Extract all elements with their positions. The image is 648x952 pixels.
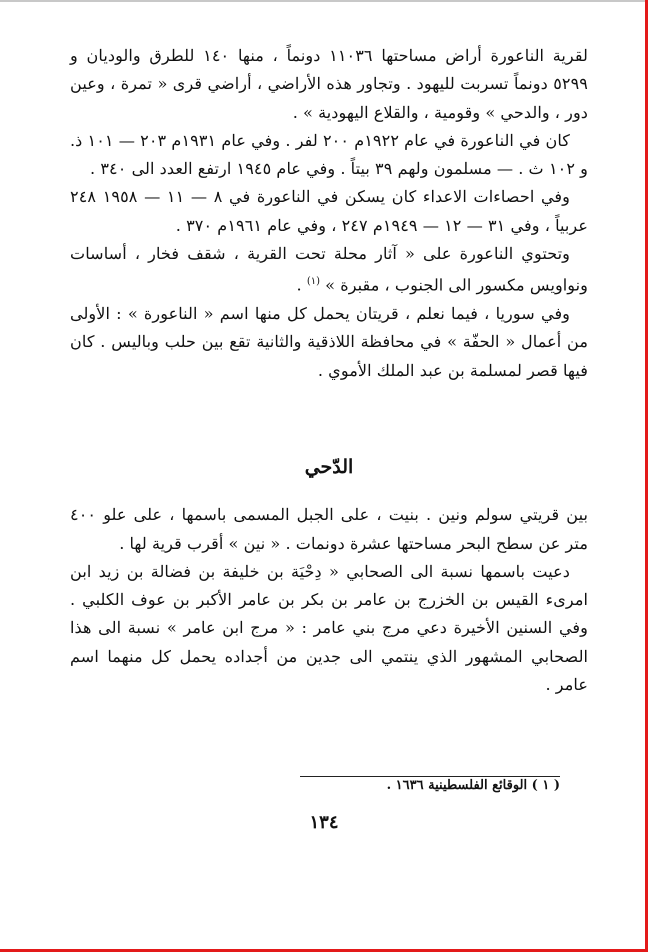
paragraph-enemy-statistics: وفي احصاءات الاعداء كان يسكن في الناعورة في ٨ — ١١ — ١٩٥٨ ٢٤٨ عربياً ، وفي ٣١ — ١٢ — ١٩٤٩م ٢٤٧ ، وفي عام ١٩٦١م ٣٧٠ . [70,187,588,235]
footnote-divider [300,776,560,777]
antiquities-text: وتحتوي الناعورة على « آثار محلة تحت القرية ، شقف فخار ، أساسات ونواويس مكسور الى الجنوب ، مقبرة » [70,244,588,295]
viewer-top-edge [0,0,648,2]
paragraph-location: بين قريتي سولم ونين . بنيت ، على الجبل المسمى باسمها ، على علو ٤٠٠ متر عن سطح البحر مساحتها عشرة دونمات . « نين » أقرب قرية لها . [70,505,588,553]
footnote-reference: (١) [306,276,321,288]
page-text-block [70,42,588,862]
paragraph-syria-villages: وفي سوريا ، فيما نعلم ، قريتان يحمل كل منها اسم « الناعورة » : الأولى من أعمال « الحفّة » في محافظة اللاذقية والثانية تقع بين حلب وباليس . كان فيها قصر لمسلمة بن عبد الملك الأموي . [70,304,588,380]
paragraph-antiquities: وتحتوي الناعورة على « آثار محلة تحت القرية ، شقف فخار ، أساسات ونواويس مكسور الى الجنوب ، مقبرة » $^{(١)}$ . [70,244,588,295]
paragraph-name-origin: دعيت باسمها نسبة الى الصحابي « دِحْيَة بن خليفة بن فضالة بن زيد ابن امرىء القيس بن الخزرج بن عامر بن بكر بن عامر الأكبر بن عوف الكلبي . وفي السنين الأخيرة دعي مرج بني عامر : « مرج ابن عامر » نسبة الى هذا الصحابي المشهور الذي ينتمي الى جدين من أجداده يحمل كل منهما اسم عامر . [70,561,588,695]
paragraph-land-area: لقرية الناعورة أراض مساحتها ١١٠٣٦ دونماً ، منها ١٤٠ للطرق والوديان و ٥٢٩٩ دونماً تسربت لليهود . وتجاور هذه الأراضي ، أراضي قرى « تمرة ، وعين دور ، والدحي » وقومية ، والقلاع اليهودية » . [70,46,588,122]
footnote-text: ( ١ ) الوقائع الفلسطينية ١٦٣٦ . [386,778,560,793]
paragraph-population: كان في الناعورة في عام ١٩٢٢م ٢٠٠ لفر . وفي عام ١٩٣١م ٢٠٣ — ١٠١ ذ. و ١٠٢ ث . — مسلمون ولهم ٣٩ بيتاً . وفي عام ١٩٤٥ ارتفع العدد الى ٣٤٠ . [70,130,588,179]
page-number: ١٣٤ [309,812,339,833]
section-heading: الدّحي [304,455,354,478]
